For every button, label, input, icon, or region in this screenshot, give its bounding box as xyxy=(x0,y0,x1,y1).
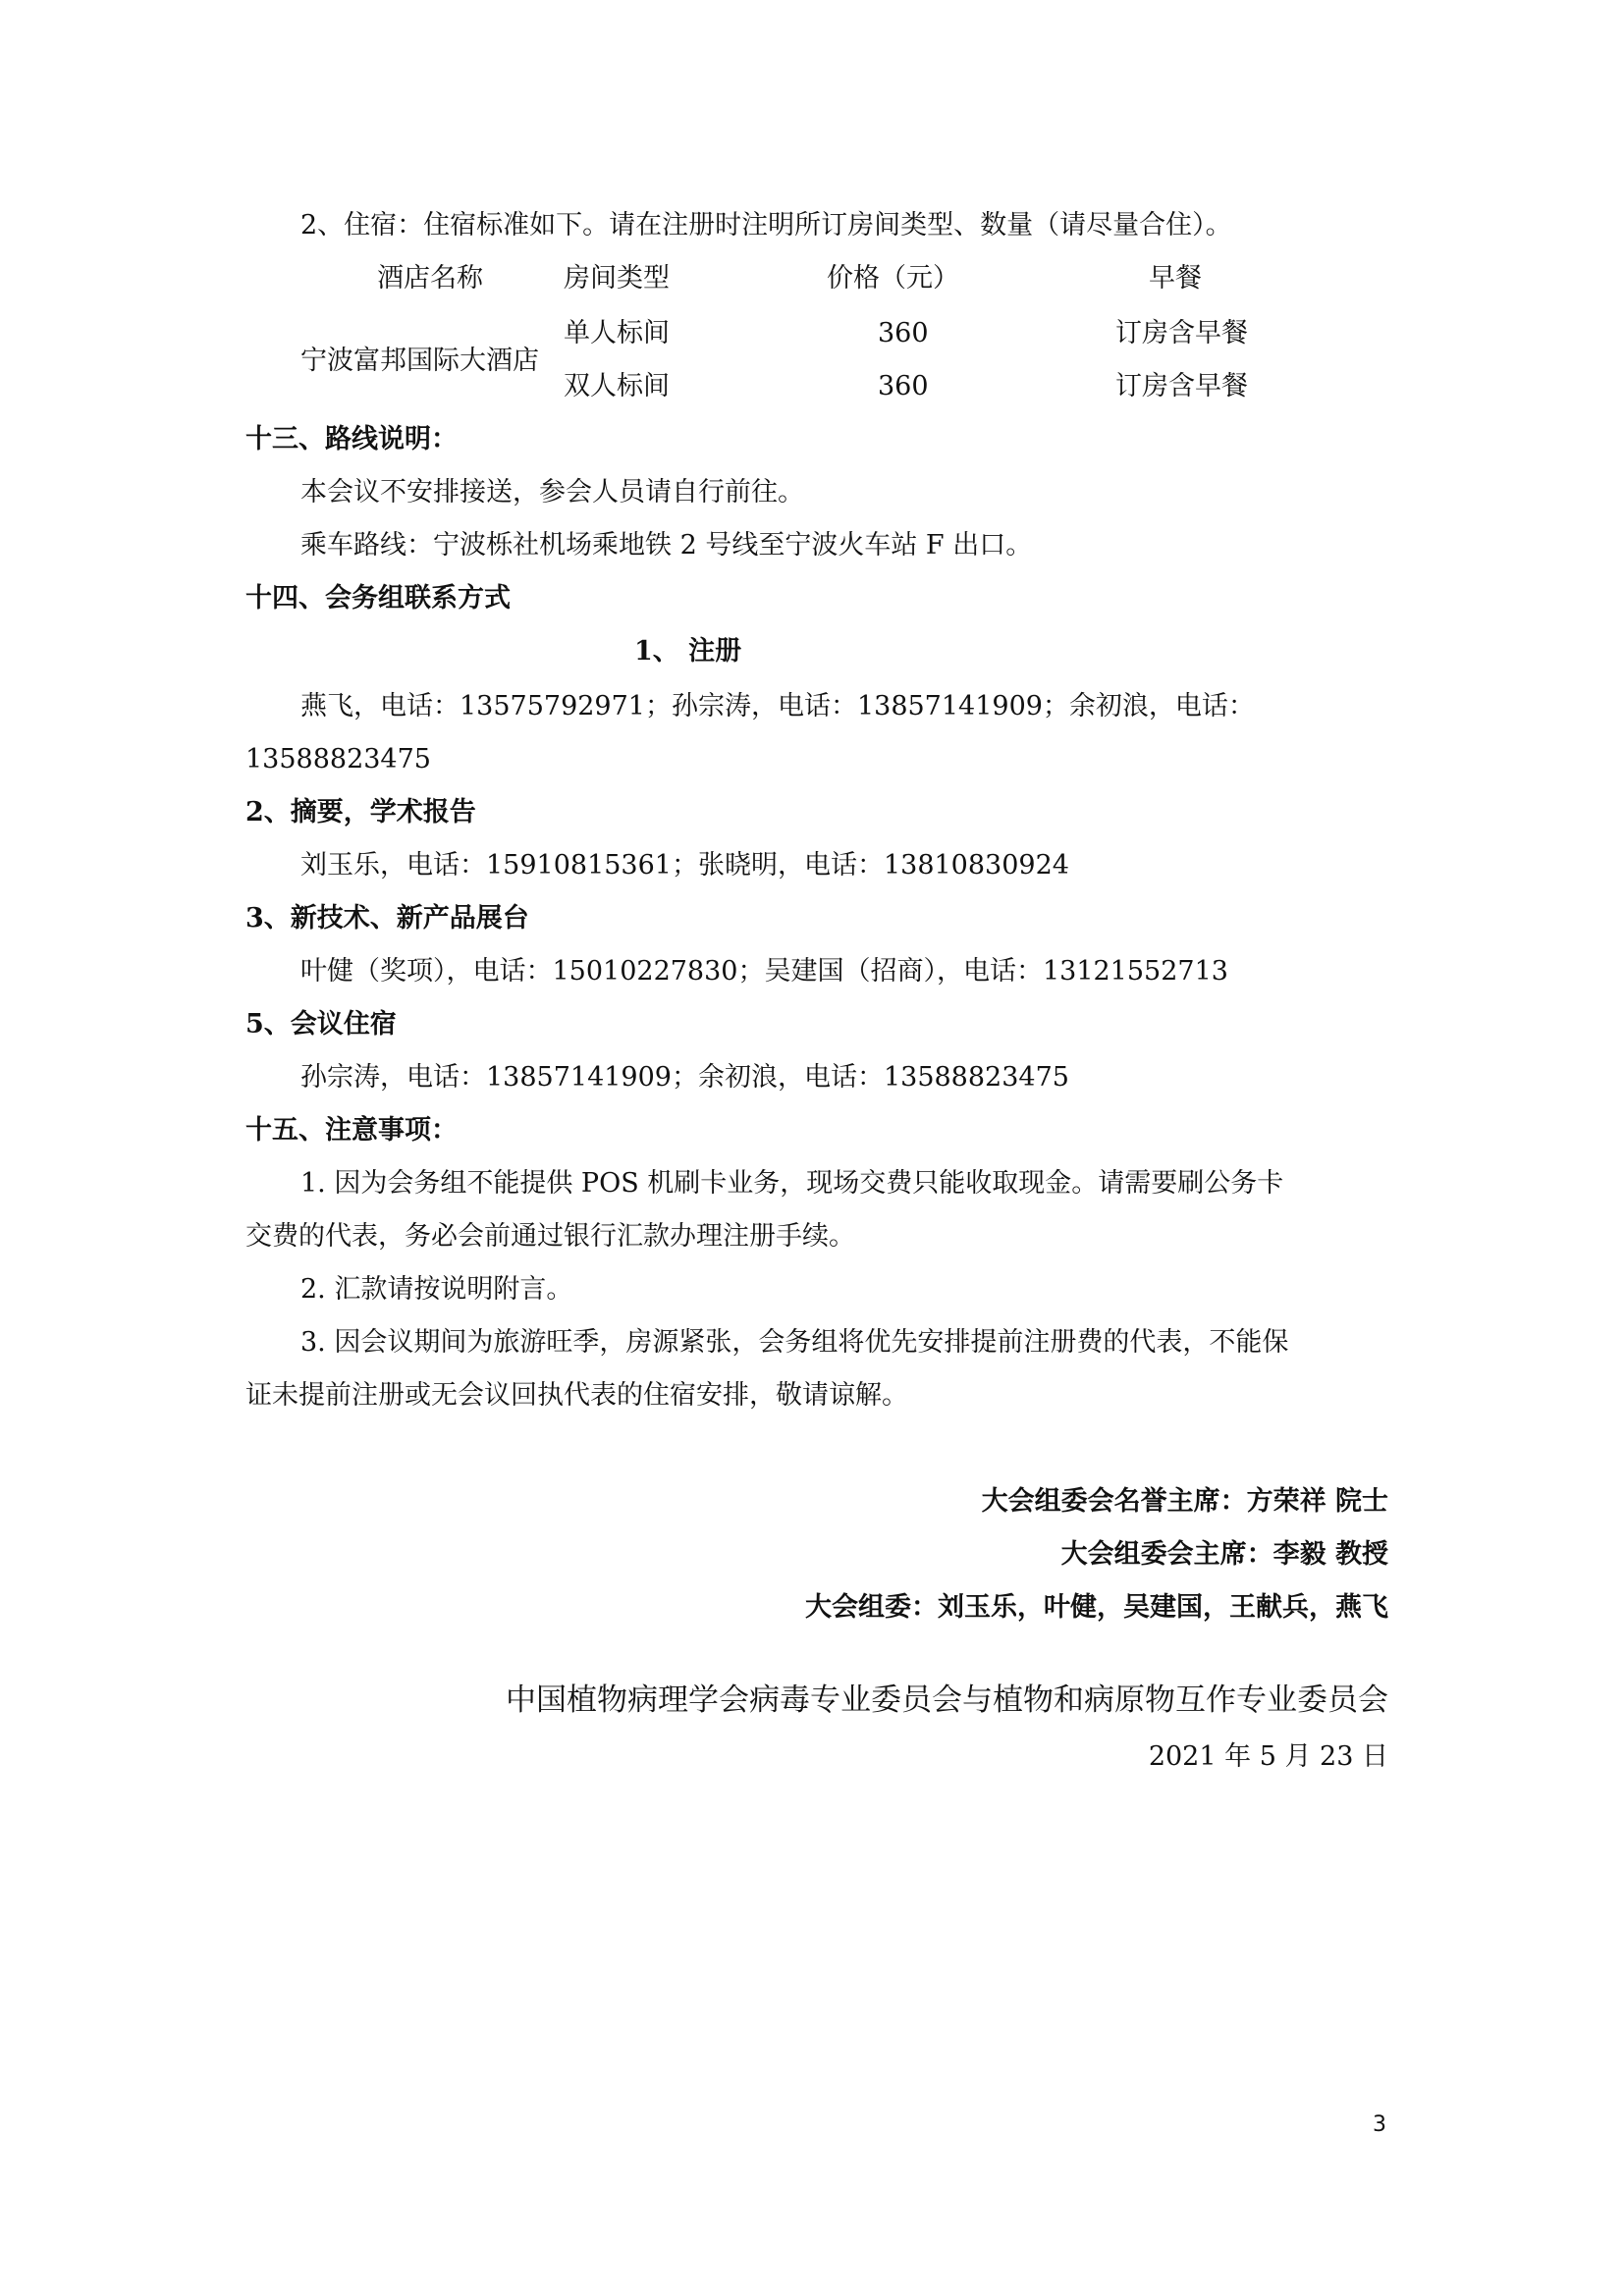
route-heading: 十三、路线说明： xyxy=(245,424,458,454)
table-header-breakfast: 早餐 xyxy=(1149,263,1202,294)
table-row-price: 360 xyxy=(878,318,929,348)
table-row-breakfast: 订房含早餐 xyxy=(1115,371,1248,401)
page-number: 3 xyxy=(1373,2112,1386,2137)
route-line-1: 本会议不安排接送，参会人员请自行前往。 xyxy=(300,477,804,507)
note-1-line-1: 1. 因为会务组不能提供 POS 机刷卡业务，现场交费只能收取现金。请需要刷公务卡 xyxy=(300,1168,1284,1199)
registration-line-1: 燕飞，电话：13575792971；孙宗涛，电话：13857141909；余初浪，电话： xyxy=(300,691,1255,721)
lodging-contact-title: 5、会议住宿 xyxy=(245,1009,397,1040)
table-header-price: 价格（元） xyxy=(827,263,959,294)
lodging-intro: 2、住宿：住宿标准如下。请在注册时注明所订房间类型、数量（请尽量合住）。 xyxy=(300,210,1232,240)
table-row-room-type: 单人标间 xyxy=(564,318,670,348)
registration-line-2: 13588823475 xyxy=(245,744,431,774)
table-row-breakfast: 订房含早餐 xyxy=(1115,318,1248,348)
contacts-heading: 十四、会务组联系方式 xyxy=(245,583,511,614)
note-1-line-2: 交费的代表，务必会前通过银行汇款办理注册手续。 xyxy=(245,1221,855,1252)
table-row-price: 360 xyxy=(878,371,929,401)
table-header-room-type: 房间类型 xyxy=(564,263,670,294)
committee: 大会组委：刘玉乐，叶健，吴建国，王献兵，燕飞 xyxy=(805,1592,1388,1623)
registration-title: 1、 注册 xyxy=(634,636,742,667)
notes-heading: 十五、注意事项： xyxy=(245,1115,458,1146)
route-line-2: 乘车路线：宁波栎社机场乘地铁 2 号线至宁波火车站 F 出口。 xyxy=(300,530,1033,561)
honorary-chair: 大会组委会名誉主席：方荣祥 院士 xyxy=(981,1486,1388,1517)
note-3-line-2: 证未提前注册或无会议回执代表的住宿安排，敬请谅解。 xyxy=(245,1380,908,1411)
abstract-title: 2、摘要，学术报告 xyxy=(245,797,476,828)
table-header-hotel: 酒店名称 xyxy=(377,263,483,294)
chair: 大会组委会主席：李毅 教授 xyxy=(1060,1539,1388,1570)
note-3-line-1: 3. 因会议期间为旅游旺季，房源紧张，会务组将优先安排提前注册费的代表，不能保 xyxy=(300,1327,1289,1358)
note-2: 2. 汇款请按说明附言。 xyxy=(300,1274,573,1305)
tech-title: 3、新技术、新产品展台 xyxy=(245,903,529,934)
issue-date: 2021 年 5 月 23 日 xyxy=(1148,1741,1388,1772)
abstract-line: 刘玉乐，电话：15910815361；张晓明，电话：13810830924 xyxy=(300,850,1069,881)
table-row-room-type: 双人标间 xyxy=(564,371,670,401)
tech-line: 叶健（奖项），电话：15010227830；吴建国（招商），电话：13121552713 xyxy=(300,956,1228,987)
table-hotel-name: 宁波富邦国际大酒店 xyxy=(300,346,539,376)
lodging-contact-line: 孙宗涛，电话：13857141909；余初浪，电话：13588823475 xyxy=(300,1062,1069,1093)
issuer-org: 中国植物病理学会病毒专业委员会与植物和病原物互作专业委员会 xyxy=(506,1682,1388,1718)
